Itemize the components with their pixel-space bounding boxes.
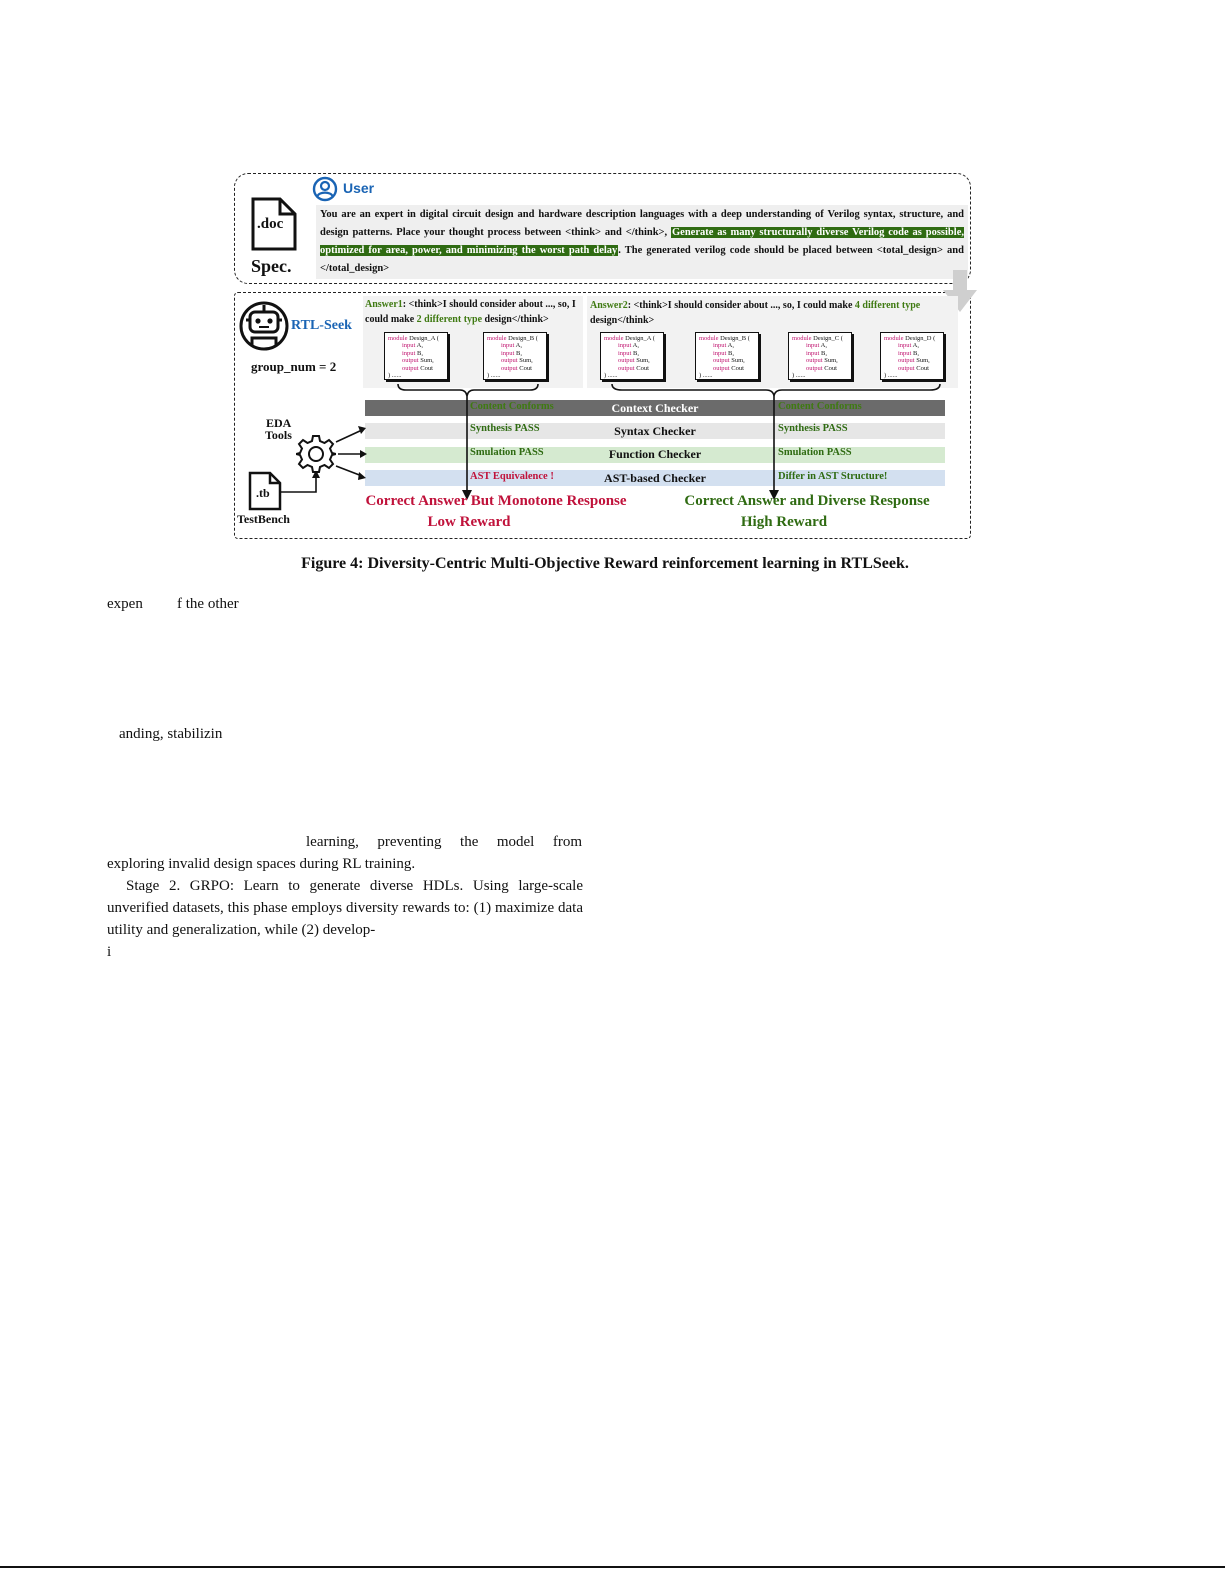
body-fragment-2: f the other: [177, 596, 239, 612]
checker-label-syntax: Syntax Checker: [614, 424, 696, 438]
robot-icon: [238, 300, 290, 352]
answer2-text: [590, 298, 925, 328]
prompt-part2: . The generated verilog code should be placed between <total_design> and </total_design>: [320, 245, 964, 274]
answer1-text: [365, 297, 583, 327]
code-card: module Design_D ( input A, input B, output Sum, output Cout ) ......: [880, 332, 944, 380]
tag-right-ast: Differ in AST Structure!: [778, 471, 888, 482]
body-line-b: exploring invalid design spaces during RL training.: [107, 856, 416, 872]
checker-label-function: Function Checker: [608, 447, 702, 461]
answer2-count: 4 different type: [854, 300, 921, 311]
eda-tools-label-1: EDA: [266, 416, 292, 430]
result-right-line2: High Reward: [740, 514, 828, 530]
code-card: module Design_A ( input A, input B, output Sum, output Cout ) ......: [600, 332, 664, 380]
user-label: User: [343, 180, 375, 196]
eda-tools-label-2: Tools: [265, 428, 292, 442]
body-fragment-3: anding, stabilizin: [119, 726, 223, 742]
figure-caption: Figure 4: Diversity-Centric Multi-Objective Reward reinforcement learning in RTLSeek.: [301, 555, 909, 572]
spec-label: Spec.: [251, 256, 292, 276]
group-num: group_num = 2: [251, 359, 337, 374]
tag-left-context: Content Conforms: [470, 401, 554, 412]
gear-icon: [296, 434, 336, 474]
tag-right-context: Content Conforms: [778, 401, 862, 412]
tag-left-function: Smulation PASS: [470, 447, 544, 458]
checker-label-context: Context Checker: [611, 401, 699, 415]
answer1-text-b: design</think>: [482, 314, 549, 325]
tb-label: .tb: [256, 486, 270, 500]
user-icon: [312, 176, 338, 202]
testbench-label: TestBench: [237, 512, 290, 526]
prompt-part1: You are an expert in digital circuit design and hardware description languages with a deep understanding of Verilog syntax, structure, and design patterns. Place your thought process between <think> and </think>,: [320, 209, 964, 238]
user-prompt: [316, 205, 968, 279]
code-card: module Design_B ( input A, input B, output Sum, output Cout ) ......: [695, 332, 759, 380]
answer2-tag: Answer2: [590, 300, 628, 311]
result-left-line2: Low Reward: [427, 514, 511, 530]
body-fragment-1: expen: [107, 596, 143, 612]
body-paragraph-2: Stage 2. GRPO: Learn to generate diverse HDLs. Using large-scale unverified datasets, this phase employs diversity rewards to: (1) maximize data utility and generalization, while (2) develop-: [107, 878, 583, 938]
prompt-highlight: Generate as many structurally diverse Verilog code as possible, optimized for area, power, and minimizing the worst path delay: [320, 227, 964, 256]
model-label: RTL-Seek: [291, 318, 352, 333]
body-fragment-4: i: [107, 944, 112, 960]
body-line-a: learning, preventing the model from: [306, 834, 582, 850]
page-bottom-rule: [0, 1566, 1225, 1568]
answer1-count: 2 different type: [416, 314, 483, 325]
code-card: module Design_A ( input A, input B, output Sum, output Cout ) ......: [384, 332, 448, 380]
code-card: module Design_B ( input A, input B, output Sum, output Cout ) ......: [483, 332, 547, 380]
checker-label-ast: AST-based Checker: [604, 471, 706, 485]
tag-left-ast: AST Equivalence !: [470, 471, 554, 482]
answer2-text-b: design</think>: [590, 315, 655, 326]
doc-label: .doc: [257, 216, 284, 232]
code-card: module Design_C ( input A, input B, output Sum, output Cout ) ......: [788, 332, 852, 380]
tag-right-function: Smulation PASS: [778, 447, 852, 458]
result-right-line1: Correct Answer and Diverse Response: [684, 493, 930, 509]
result-left-line1: Correct Answer But Monotone Response: [365, 493, 627, 509]
flow-lines: [230, 380, 970, 510]
answer1-tag: Answer1: [365, 299, 403, 310]
answer2-text-a: : <think>I should consider about ..., so, I could make: [627, 300, 855, 311]
tag-right-syntax: Synthesis PASS: [778, 423, 848, 434]
answer1-text-a: : <think>I should consider about ..., so, I could make: [365, 299, 576, 325]
tag-left-syntax: Synthesis PASS: [470, 423, 540, 434]
